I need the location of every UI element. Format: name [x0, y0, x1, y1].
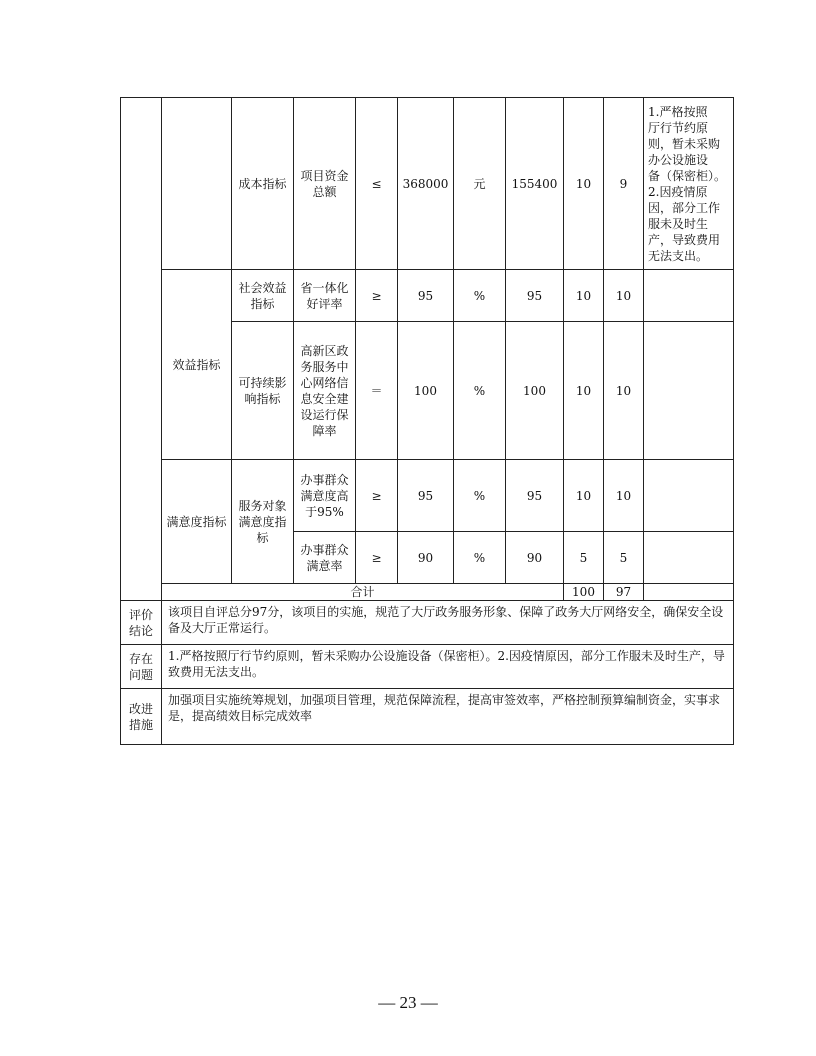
- score-cell: 9: [604, 98, 644, 270]
- weight-cell: 10: [564, 322, 604, 460]
- actual-cell: 95: [506, 460, 564, 532]
- total-score: 97: [604, 584, 644, 601]
- problems-text: 1.严格按照厅行节约原则，暂未采购办公设施设备（保密柜）。2.因疫情原因，部分工作服未及时生产，导致费用无法支出。: [162, 645, 734, 689]
- unit-cell: %: [454, 270, 506, 322]
- secondary-indicator-cell: 成本指标: [232, 98, 294, 270]
- target-cell: 95: [398, 460, 454, 532]
- total-weight: 100: [564, 584, 604, 601]
- deviation-note-cell: [644, 322, 734, 460]
- total-row: [121, 584, 734, 601]
- deviation-note-cell: 1.严格按照 厅行节约原 则，暂未采购 办公设施设 备（保密柜）。 2.因疫情原 因，部分工作 服未及时生 产，导致费用 无法支出。: [644, 98, 734, 270]
- operator-cell: ≤: [356, 98, 398, 270]
- conclusion-label: 评价结论: [121, 601, 162, 645]
- secondary-indicator-cell: 可持续影响指标: [232, 322, 294, 460]
- problems-row: [121, 645, 734, 689]
- weight-cell: 10: [564, 98, 604, 270]
- primary-indicator-cell: [121, 98, 162, 601]
- performance-table: [120, 97, 734, 745]
- table-row: [121, 270, 734, 322]
- score-cell: 10: [604, 322, 644, 460]
- deviation-note-cell: [644, 460, 734, 532]
- unit-cell: %: [454, 460, 506, 532]
- secondary-indicator-cell: 服务对象满意度指标: [232, 460, 294, 584]
- operator-cell: ≥: [356, 460, 398, 532]
- operator-cell: ≥: [356, 270, 398, 322]
- score-cell: 5: [604, 532, 644, 584]
- unit-cell: 元: [454, 98, 506, 270]
- conclusion-row: [121, 601, 734, 645]
- deviation-note-cell: [644, 584, 734, 601]
- deviation-note-cell: [644, 270, 734, 322]
- actual-cell: 90: [506, 532, 564, 584]
- total-label: 合计: [162, 584, 564, 601]
- actual-cell: 95: [506, 270, 564, 322]
- target-cell: 368000: [398, 98, 454, 270]
- page-number: — 23 —: [378, 993, 438, 1012]
- table-row: [121, 98, 734, 270]
- primary-indicator-benefit: 效益指标: [162, 270, 232, 460]
- score-cell: 10: [604, 270, 644, 322]
- target-cell: 100: [398, 322, 454, 460]
- weight-cell: 10: [564, 460, 604, 532]
- deviation-note-cell: [644, 532, 734, 584]
- unit-cell: %: [454, 322, 506, 460]
- table-row: [121, 460, 734, 532]
- actual-cell: 155400: [506, 98, 564, 270]
- measures-row: [121, 689, 734, 745]
- conclusion-text: 该项目自评总分97分，该项目的实施，规范了大厅政务服务形象、保障了政务大厅网络安全，确保安全设备及大厅正常运行。: [162, 601, 734, 645]
- target-cell: 95: [398, 270, 454, 322]
- problems-label: 存在问题: [121, 645, 162, 689]
- unit-cell: %: [454, 532, 506, 584]
- indicator-cell: 省一体化好评率: [294, 270, 356, 322]
- operator-cell: ＝: [356, 322, 398, 460]
- target-cell: 90: [398, 532, 454, 584]
- indicator-cell: 项目资金总额: [294, 98, 356, 270]
- score-cell: 10: [604, 460, 644, 532]
- operator-cell: ≥: [356, 532, 398, 584]
- measures-label: 改进措施: [121, 689, 162, 745]
- secondary-indicator-cell: 社会效益指标: [232, 270, 294, 322]
- primary-indicator-cell: [162, 98, 232, 270]
- primary-indicator-satisfaction: 满意度指标: [162, 460, 232, 584]
- actual-cell: 100: [506, 322, 564, 460]
- indicator-cell: 办事群众满意度高于95%: [294, 460, 356, 532]
- indicator-cell: 高新区政务服务中心网络信息安全建设运行保障率: [294, 322, 356, 460]
- weight-cell: 5: [564, 532, 604, 584]
- indicator-cell: 办事群众满意率: [294, 532, 356, 584]
- measures-text: 加强项目实施统筹规划，加强项目管理，规范保障流程，提高审签效率，严格控制预算编制资金，实事求是，提高绩效目标完成效率: [162, 689, 734, 745]
- weight-cell: 10: [564, 270, 604, 322]
